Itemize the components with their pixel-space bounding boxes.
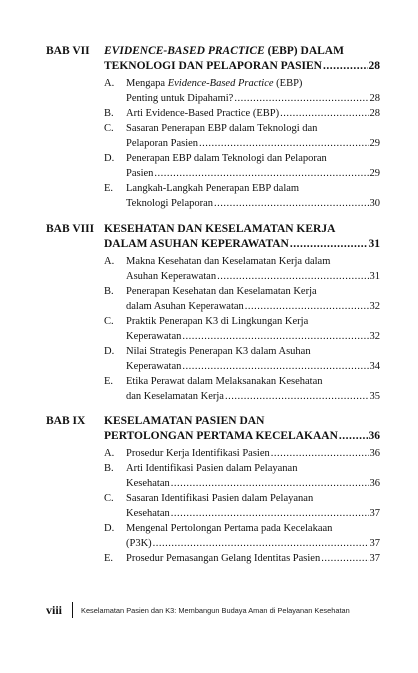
text-segment: Penerapan EBP dalam Teknologi dan Pelaporan	[126, 153, 327, 164]
dot-leader	[234, 91, 368, 106]
chapter-number: BAB VII	[46, 45, 90, 57]
text-segment: Langkah-Langkah Penerapan EBP dalam	[126, 183, 300, 194]
text-segment: Pelaporan Pasien	[126, 138, 199, 149]
chapter-title	[104, 44, 380, 74]
text-segment: Arti Identifikasi Pasien dalam Pelayanan	[126, 463, 298, 474]
text-segment: DALAM ASUHAN KEPERAWATAN	[104, 238, 289, 250]
footer-divider	[72, 602, 73, 618]
dot-leader	[154, 166, 368, 181]
text-segment: Mengapa	[126, 78, 168, 89]
toc-entry	[104, 551, 380, 566]
entry-page-number: 36	[369, 478, 380, 489]
entry-text	[126, 269, 216, 284]
entry-text	[126, 123, 317, 134]
entry-line	[126, 374, 380, 389]
chapter-number: BAB VIII	[46, 223, 95, 235]
text-segment: Evidence-Based Practice	[167, 78, 274, 89]
entry-line	[126, 196, 380, 211]
chapter-title-text	[104, 237, 289, 252]
text-segment: Kesehatan	[126, 508, 170, 519]
dot-leader	[182, 329, 368, 344]
text-segment: Sasaran Identifikasi Pasien dalam Pelayanan	[126, 493, 314, 504]
entry-text	[126, 329, 181, 344]
entry-text	[126, 183, 299, 194]
chapter-title-text	[104, 45, 344, 57]
entry-line	[126, 299, 380, 314]
entry-text	[126, 316, 308, 327]
toc-entry	[104, 521, 380, 551]
entry-text	[126, 106, 279, 121]
entry-text	[126, 359, 181, 374]
chapter-page-number: 31	[368, 238, 380, 250]
chapter-bab-ix	[46, 414, 380, 566]
text-segment: TEKNOLOGI DAN PELAPORAN PASIEN	[104, 60, 322, 72]
entry-text	[126, 286, 317, 297]
entry-line	[126, 91, 380, 106]
toc-entry	[104, 284, 380, 314]
footer-book-title: Keselamatan Pasien dan K3: Membangun Budaya Aman di Pelayanan Kesehatan	[81, 605, 350, 615]
chapter-title-line	[104, 59, 380, 74]
entry-line	[126, 151, 380, 166]
entry-line	[126, 476, 380, 491]
entry-line	[126, 389, 380, 404]
entry-page-number: 32	[369, 331, 380, 342]
text-segment: Prosedur Kerja Identifikasi Pasien	[126, 448, 270, 459]
entry-letter: C.	[104, 123, 114, 134]
text-segment: (P3K)	[126, 538, 152, 549]
chapter-body	[104, 44, 380, 211]
section-list	[104, 446, 380, 566]
entry-text	[126, 196, 213, 211]
entry-page-number: 36	[369, 448, 380, 459]
entry-page-number: 35	[369, 391, 380, 402]
text-segment: dalam Asuhan Keperawatan	[126, 301, 244, 312]
text-segment: Nilai Strategis Penerapan K3 dalam Asuhan	[126, 346, 311, 357]
entry-page-number: 29	[369, 138, 380, 149]
entry-page-number: 31	[369, 271, 380, 282]
entry-text	[126, 493, 313, 504]
chapter-title-line	[104, 414, 380, 429]
section-list	[104, 254, 380, 404]
toc-entry	[104, 254, 380, 284]
dot-leader	[225, 389, 369, 404]
dot-leader	[214, 196, 368, 211]
dot-leader	[217, 269, 368, 284]
entry-page-number: 37	[369, 508, 380, 519]
entry-letter: A.	[104, 256, 115, 267]
text-segment: (EBP) DALAM	[264, 45, 344, 57]
text-segment: EVIDENCE-BASED PRACTICE	[104, 45, 265, 57]
dot-leader	[199, 136, 368, 151]
chapter-page-number: 28	[368, 60, 380, 72]
text-segment: Penting untuk Dipahami?	[126, 93, 234, 104]
text-segment: Keperawatan	[126, 331, 182, 342]
entry-letter: C.	[104, 493, 114, 504]
entry-text	[126, 446, 270, 461]
entry-text	[126, 506, 170, 521]
dot-leader	[171, 506, 369, 521]
text-segment: Arti Evidence-Based Practice (EBP)	[126, 108, 280, 119]
dot-leader	[280, 106, 368, 121]
entry-line	[126, 344, 380, 359]
entry-page-number: 28	[369, 93, 380, 104]
entry-letter: A.	[104, 78, 115, 89]
chapter-page-number: 36	[368, 430, 380, 442]
text-segment: Kesehatan	[126, 478, 170, 489]
entry-line	[126, 254, 380, 269]
entry-line	[126, 551, 380, 566]
entry-text	[126, 153, 327, 164]
toc-entry	[104, 461, 380, 491]
chapter-title-text	[104, 223, 335, 235]
text-segment: Teknologi Pelaporan	[126, 198, 214, 209]
entry-text	[126, 376, 323, 387]
entry-line	[126, 166, 380, 181]
dot-leader	[245, 299, 369, 314]
entry-text	[126, 523, 332, 534]
dot-leader	[290, 237, 368, 252]
entry-text	[126, 389, 224, 404]
entry-page-number: 37	[369, 553, 380, 564]
dot-leader	[271, 446, 369, 461]
text-segment: Makna Kesehatan dan Keselamatan Kerja dalam	[126, 256, 331, 267]
dot-leader	[339, 429, 368, 444]
text-segment: Penerapan Kesehatan dan Keselamatan Kerja	[126, 286, 317, 297]
entry-line	[126, 491, 380, 506]
text-segment: KESELAMATAN PASIEN DAN	[104, 415, 265, 427]
chapter-title-text	[104, 59, 322, 74]
section-list	[104, 76, 380, 211]
entry-letter: E.	[104, 553, 114, 564]
entry-text	[126, 476, 170, 491]
chapter-body	[104, 414, 380, 566]
entry-line	[126, 521, 380, 536]
chapter-title-line	[104, 44, 380, 59]
toc-entry	[104, 151, 380, 181]
entry-page-number: 30	[369, 198, 380, 209]
chapter-body	[104, 222, 380, 404]
entry-text	[126, 256, 330, 267]
toc-entry	[104, 446, 380, 461]
text-segment: Etika Perawat dalam Melaksanakan Kesehatan	[126, 376, 323, 387]
entry-page-number: 29	[369, 168, 380, 179]
dot-leader	[171, 476, 369, 491]
entry-text	[126, 536, 152, 551]
entry-letter: B.	[104, 463, 114, 474]
chapter-number: BAB IX	[46, 415, 86, 427]
toc-entry	[104, 491, 380, 521]
entry-line	[126, 269, 380, 284]
entry-text	[126, 299, 244, 314]
chapter-title	[104, 222, 380, 252]
chapter-bab-vii	[46, 44, 380, 211]
entry-letter: B.	[104, 286, 114, 297]
entry-letter: C.	[104, 316, 114, 327]
entry-text	[126, 166, 153, 181]
text-segment: Mengenal Pertolongan Pertama pada Kecelakaan	[126, 523, 333, 534]
text-segment: Keperawatan	[126, 361, 182, 372]
page-footer	[46, 602, 350, 618]
dot-leader	[323, 59, 368, 74]
text-segment: dan Keselamatan Kerja	[126, 391, 224, 402]
dot-leader	[321, 551, 368, 566]
entry-page-number: 34	[369, 361, 380, 372]
entry-letter: E.	[104, 376, 114, 387]
entry-text	[126, 91, 233, 106]
text-segment: Pasien	[126, 168, 154, 179]
entry-line	[126, 329, 380, 344]
toc-entry	[104, 374, 380, 404]
chapter-title-text	[104, 415, 264, 427]
entry-letter: D.	[104, 346, 115, 357]
toc-entry	[104, 181, 380, 211]
text-segment: KESEHATAN DAN KESELAMATAN KERJA	[104, 223, 336, 235]
toc-entry	[104, 76, 380, 106]
text-segment: PERTOLONGAN PERTAMA KECELAKAAN	[104, 430, 338, 442]
entry-line	[126, 181, 380, 196]
entry-letter: D.	[104, 153, 115, 164]
entry-line	[126, 506, 380, 521]
entry-page-number: 28	[369, 108, 380, 119]
chapter-title-line	[104, 222, 380, 237]
entry-line	[126, 76, 380, 91]
entry-page-number: 32	[369, 301, 380, 312]
text-segment: (EBP)	[273, 78, 303, 89]
text-segment: Sasaran Penerapan EBP dalam Teknologi dan	[126, 123, 318, 134]
entry-text	[126, 78, 302, 89]
entry-text	[126, 551, 320, 566]
entry-line	[126, 284, 380, 299]
text-segment: Praktik Penerapan K3 di Lingkungan Kerja	[126, 316, 309, 327]
chapter-title-line	[104, 429, 380, 444]
toc-entry	[104, 314, 380, 344]
entry-page-number: 37	[369, 538, 380, 549]
entry-line	[126, 446, 380, 461]
entry-line	[126, 121, 380, 136]
chapter-title-text	[104, 429, 338, 444]
entry-line	[126, 106, 380, 121]
footer-page-number: viii	[46, 602, 63, 617]
entry-text	[126, 136, 198, 151]
chapter-title-line	[104, 237, 380, 252]
toc-entry	[104, 344, 380, 374]
text-segment: Asuhan Keperawatan	[126, 271, 217, 282]
entry-text	[126, 346, 311, 357]
entry-line	[126, 461, 380, 476]
entry-letter: E.	[104, 183, 114, 194]
text-segment: Prosedur Pemasangan Gelang Identitas Pasien	[126, 553, 321, 564]
entry-text	[126, 463, 297, 474]
entry-letter: D.	[104, 523, 115, 534]
entry-letter: A.	[104, 448, 115, 459]
toc-entry	[104, 106, 380, 121]
entry-line	[126, 314, 380, 329]
chapter-title	[104, 414, 380, 444]
toc-entry	[104, 121, 380, 151]
entry-line	[126, 136, 380, 151]
chapter-bab-viii	[46, 222, 380, 404]
dot-leader	[153, 536, 369, 551]
entry-letter: B.	[104, 108, 114, 119]
dot-leader	[182, 359, 368, 374]
entry-line	[126, 359, 380, 374]
entry-line	[126, 536, 380, 551]
